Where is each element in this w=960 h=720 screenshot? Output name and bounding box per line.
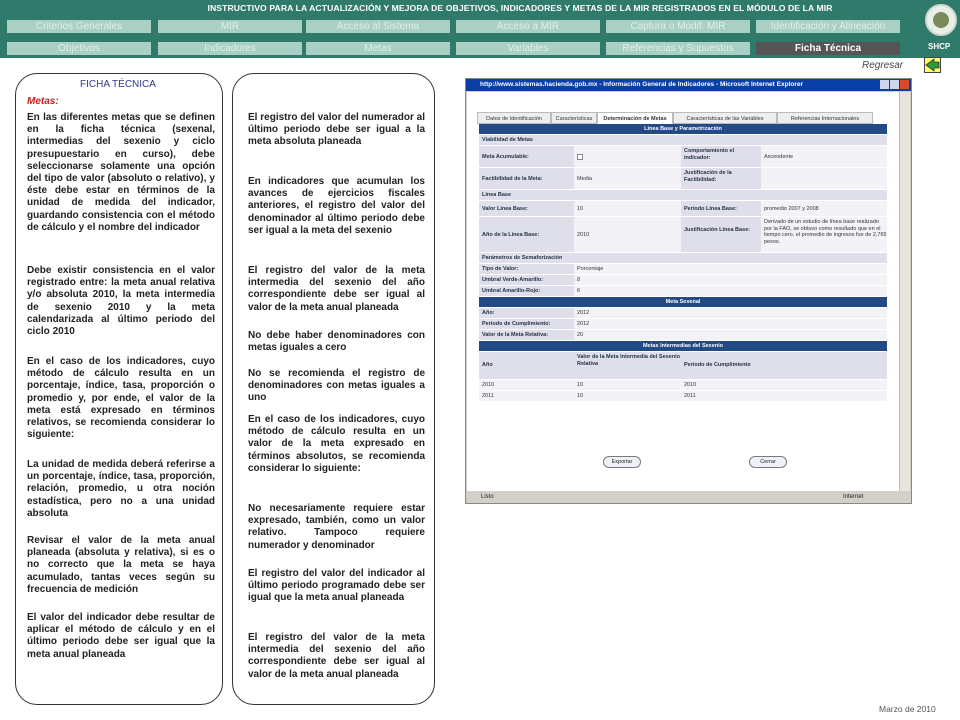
card-subtitle: Metas: [27,96,59,107]
left-paragraph-4: La unidad de medida deberá referirse a un porcentaje, índice, tasa, proporción, relación, promedio, u otra noción estadística, pero no a una unidad absoluta [27,459,215,519]
nav-mir[interactable]: MIR [158,20,302,33]
nav-captura-o-modif-mir[interactable]: Captura o Modif. MIR [606,20,750,33]
maximize-icon[interactable] [890,80,899,89]
right-paragraph-2: En indicadores que acumulan los avances de ejercicios fiscales anteriores, el registro del valor del denominador al último periodo debe ser igual a la meta del sexenio [248,176,425,236]
right-paragraph-4: No debe haber denominadores con metas iguales a cero [248,330,425,354]
section-row: Viabilidad de Metas [479,135,887,146]
status-text: Listo [481,494,494,500]
web-page [467,92,899,491]
vertical-scrollbar[interactable] [899,92,910,491]
left-paragraph-1: En las diferentes metas que se definen en la ficha técnica (sexenal, intermedias del sexenio y ciclo presupuestario en curso), debe seleccionarse solamente una opción del tipo de valor (absoluto o relativo), y éste debe estar en términos de la unidad de medida del indicador, guardando consistencia con el método de cálculo y el nombre del indicador [27,112,215,233]
right-paragraph-7: No necesariamente requiere estar expresado, también, como un valor relativo. Tampoco requiere numerador y denominador [248,503,425,551]
internet-zone: Internet [843,494,864,500]
left-paragraph-6: El valor del indicador debe resultar de aplicar el método de cálculo y en el último periodo debe ser igual que la meta anual planeada [27,612,215,660]
back-arrow-icon[interactable] [924,57,941,73]
nav-acceso-al-sistema[interactable]: Acceso al Sistema [306,20,450,33]
tab-0[interactable]: Datos de Identificación [477,112,551,124]
regresar-link[interactable]: Regresar [862,60,904,71]
minimize-icon[interactable] [880,80,889,89]
right-paragraph-9: El registro del valor de la meta intermedia del sexenio del año correspondiente debe ser igual al valor de la meta anual planeada [248,632,425,680]
tab-3[interactable]: Características de las Variables [673,112,777,124]
card-title: FICHA TÉCNICA [80,79,156,90]
window-titlebar [466,79,911,91]
right-paragraph-8: El registro del valor del indicador al último periodo programado debe ser igual que la meta anual planeada [248,568,425,604]
meta-acumulable-checkbox[interactable] [574,146,681,167]
right-paragraph-5: No se recomienda el registro de denominadores con metas iguales a uno [248,368,425,404]
cerrar-button[interactable]: Cerrar [749,456,787,468]
left-paragraph-3: En el caso de los indicadores, cuyo método de cálculo resulta en un porcentaje, índice, tasa, proporción o promedio y, por ende, el valor de la meta está expresado en términos relativos, se recomienda considerar lo siguiente: [27,356,215,441]
tab-2[interactable]: Determinación de Metas [597,112,673,124]
nav-referencias-y-supuestos[interactable]: Referencias y Supuestos [606,42,750,55]
browser-window [465,78,912,504]
left-paragraph-5: Revisar el valor de la meta anual planeada (absoluta y relativa), si es o no correcto que la meta se haya acumulado, tantas veces según su frecuencia de medición [27,535,215,595]
right-paragraph-6: En el caso de los indicadores, cuyo método de cálculo resulta en un valor de la meta expresado en términos absolutos, se recomienda considerar lo siguiente: [248,414,425,474]
footer-date: Marzo de 2010 [879,704,936,714]
indicator-panel: Línea Base y Parametrización Viabilidad de Metas Meta Acumulable: Comportamiento el indicador: Ascendente Factibilidad de la Meta: Media Justificación de la Factibilidad: Línea Base Valor Línea Base: 10 Periodo Línea Base: promedio 2007 y 2008 Año de la Línea Base: 2010 Justificación Línea Base: Derivado de un estudio de línea base realizado por la FAO, se obtuvo como resultado que en el tiempo cero, el promedio de ingresos fue de 2,765 pesos. Parámetros de Semaforización Tipo de Valor: Porcentaje Umbral Verde-Amarillo: 8 Umbral Amarillo-Rojo: 6 Meta Sexenal Año: 2012 Periodo de Cumplimiento: 2012 Valor de la Meta Relativa: 20 Metas Intermedias del Sexenio Año Valor de la Meta Intermedia del Sexenio Relativa Periodo de Cumplimiento 2010 10 2010 2011 10 2011 [479,124,887,402]
table-row: 2010 10 2010 [479,380,887,391]
close-icon[interactable] [900,80,909,89]
nav-identificación-y-alineación[interactable]: Identificación y Alineación [756,20,900,33]
window-title: http://www.sistemas.hacienda.gob.mx - Información General de Indicadores - Microsoft Internet Explorer [480,81,804,88]
tab-4[interactable]: Referencias Internacionales [777,112,873,124]
nav-metas[interactable]: Metas [306,42,450,55]
page-title: INSTRUCTIVO PARA LA ACTUALIZACIÓN Y MEJORA DE OBJETIVOS, INDICADORES Y METAS DE LA MIR REGISTRADOS EN EL MÓDULO DE LA MIR [207,3,833,13]
nav-acceso-a-mir[interactable]: Acceso a MIR [456,20,600,33]
table-row: 2011 10 2011 [479,391,887,402]
status-bar [467,491,910,503]
right-paragraph-1: El registro del valor del numerador al último periodo debe ser igual a la meta absoluta planeada [248,112,425,148]
table-header: Línea Base y Parametrización [479,124,887,135]
nav-ficha-técnica[interactable]: Ficha Técnica [756,42,900,55]
exportar-button[interactable]: Exportar [603,456,641,468]
logo-text: SHCP [928,42,951,51]
right-paragraph-3: El registro del valor de la meta intermedia del sexenio del año correspondiente debe ser igual al valor de la meta anual planeada [248,265,425,313]
nav-criterios-generales[interactable]: Criterios Generales [7,20,151,33]
left-paragraph-2: Debe existir consistencia en el valor registrado entre: la meta anual relativa y/o absoluta 2010, la meta intermedia de sexenio 2010 y la meta calendarizada al último periodo del ciclo 2010 [27,265,215,338]
tab-1[interactable]: Características [551,112,597,124]
nav-objetivos[interactable]: Objetivos [7,42,151,55]
coat-of-arms-icon [925,4,957,36]
nav-indicadores[interactable]: Indicadores [158,42,302,55]
nav-variables[interactable]: Variables [456,42,600,55]
